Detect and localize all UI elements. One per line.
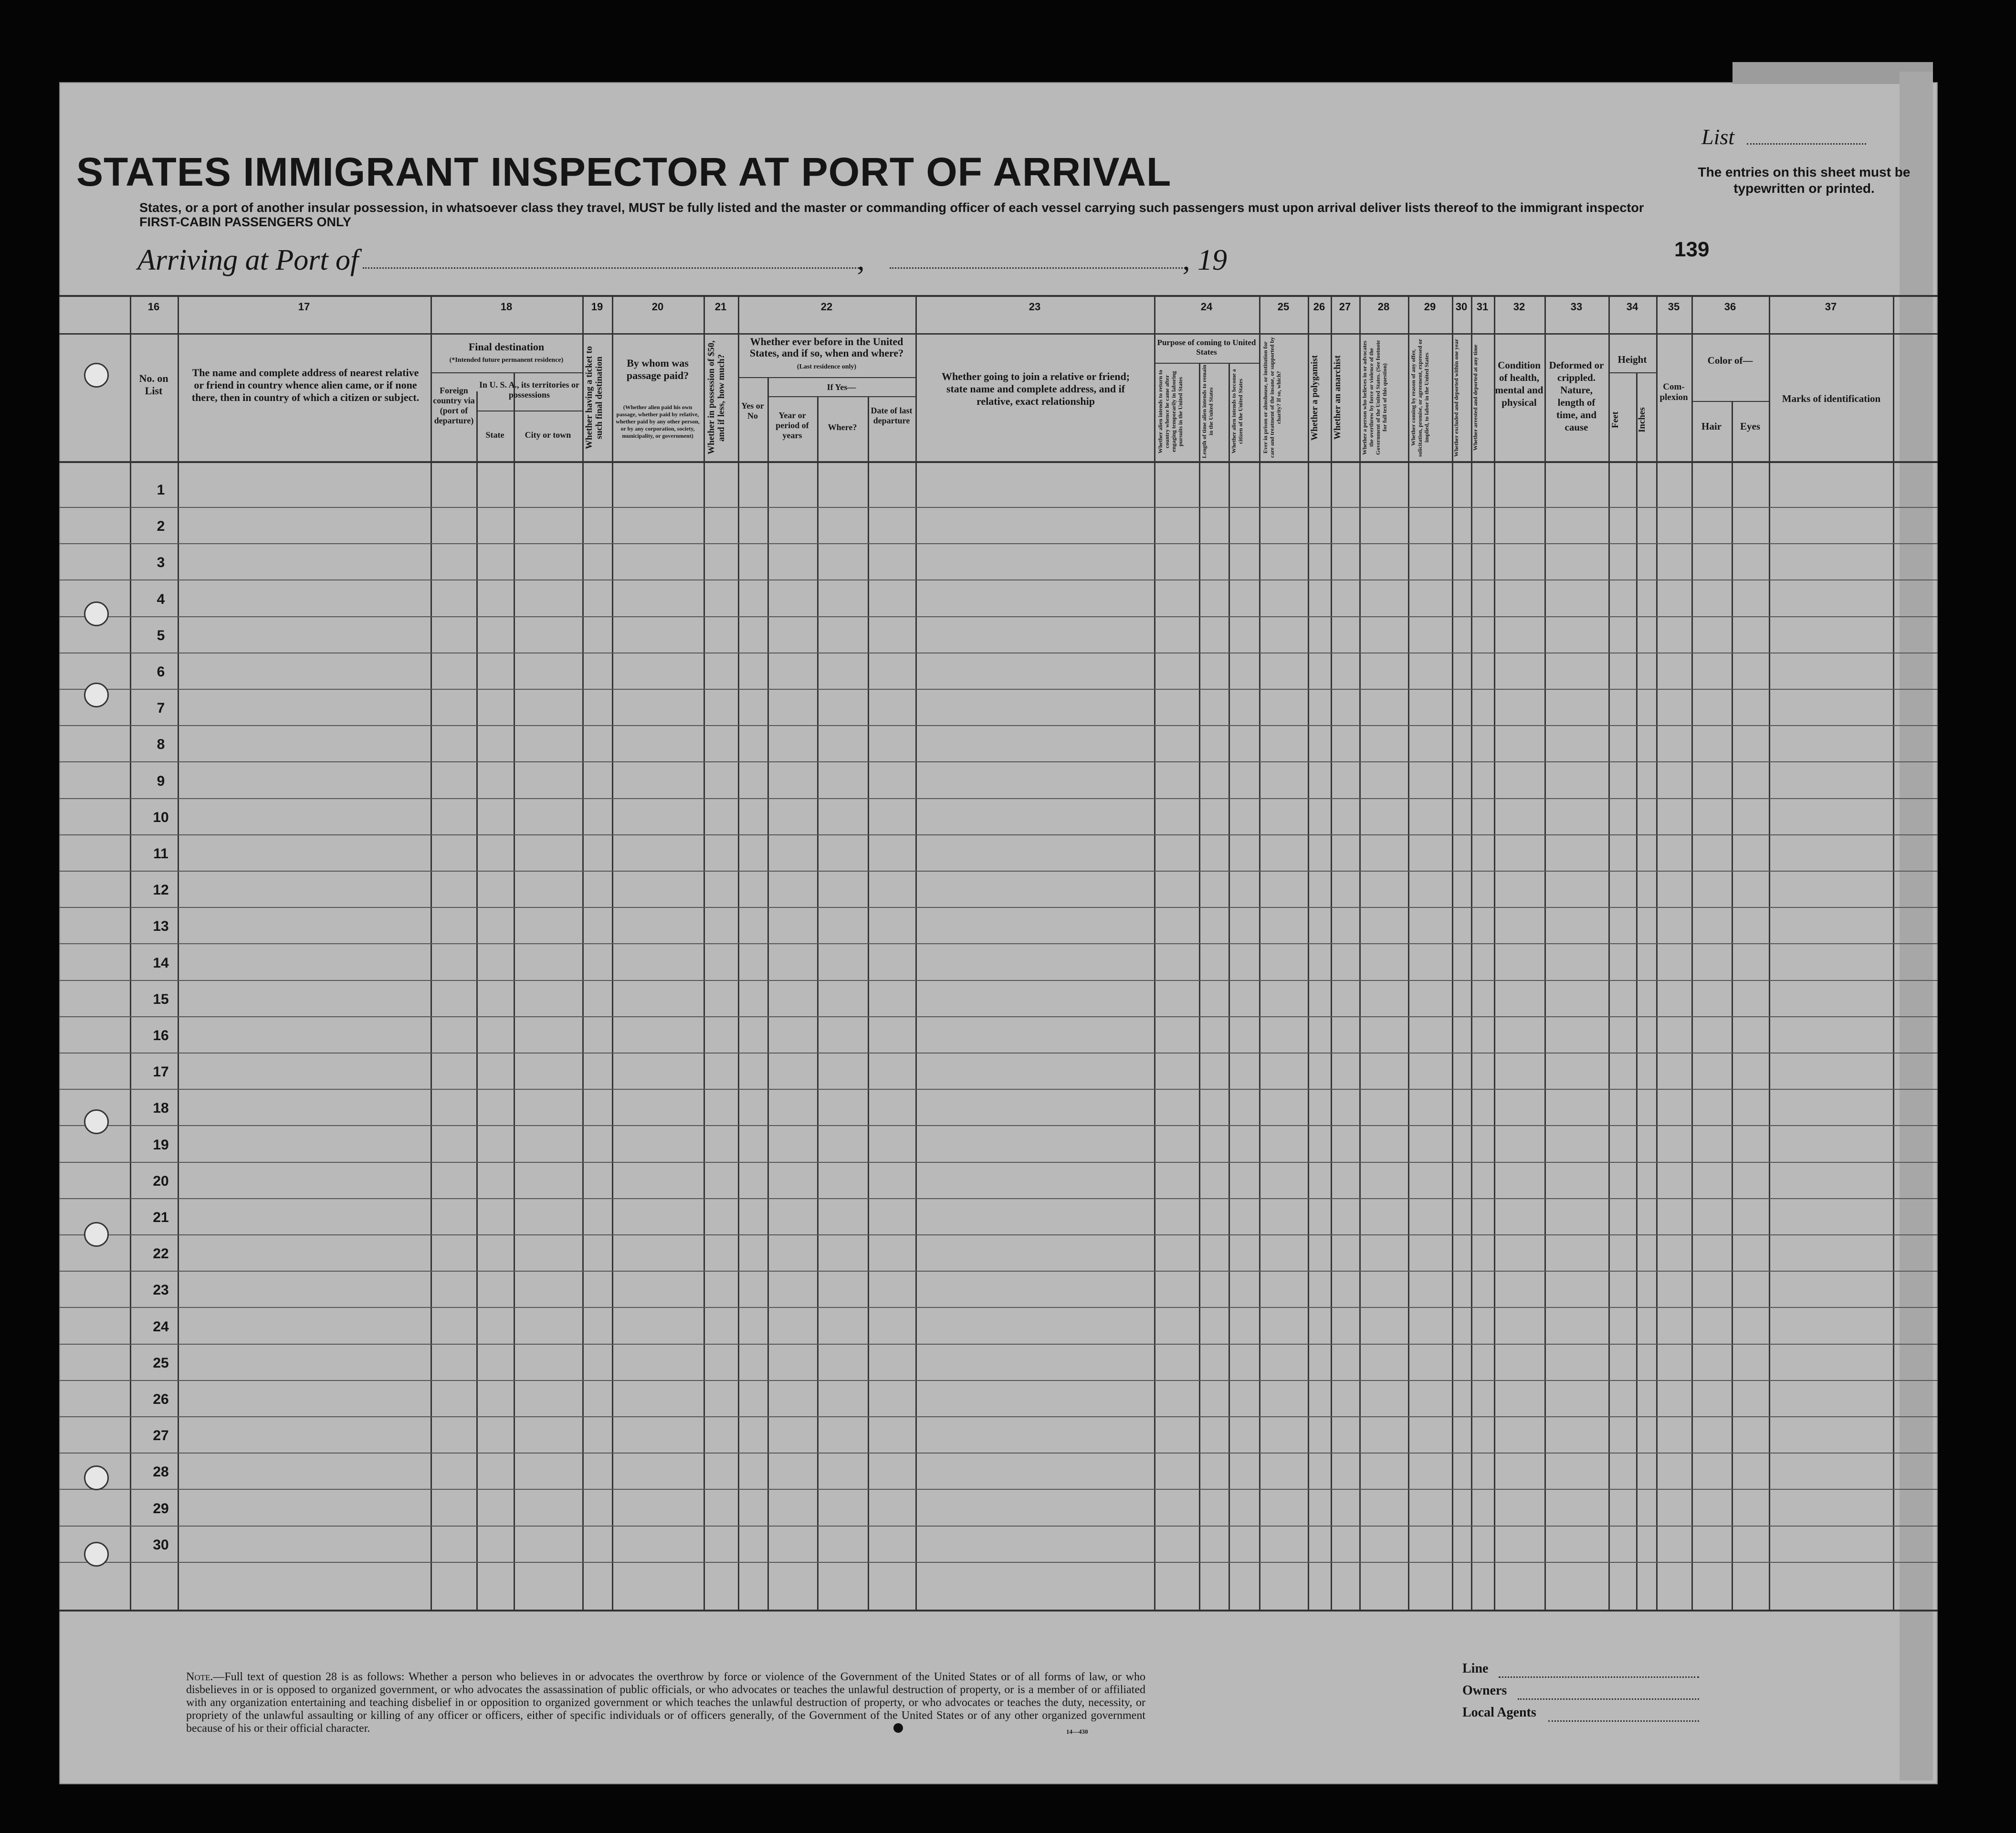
page-title: STATES IMMIGRANT INSPECTOR AT PORT OF ARRIVAL [76, 149, 1172, 194]
col-num-16: 16 [147, 301, 160, 313]
sub-line [1154, 363, 1259, 364]
col-line [738, 295, 739, 1611]
row-number: 24 [153, 1319, 169, 1335]
col-num-29: 29 [1424, 301, 1436, 313]
row-rule [59, 1562, 1938, 1563]
header-state: State [485, 430, 504, 440]
header-eyes: Eyes [1740, 421, 1760, 432]
punch-hole [84, 1109, 109, 1134]
row-number: 11 [153, 846, 168, 862]
col-num-21: 21 [714, 301, 727, 313]
col-line [1228, 363, 1230, 1611]
col-line [476, 391, 478, 1611]
row-number: 4 [157, 591, 165, 607]
header-purpose: Purpose of coming to United States [1157, 338, 1256, 357]
row-number: 7 [157, 700, 165, 716]
col-line [1893, 295, 1894, 1611]
date-field[interactable] [890, 267, 1186, 269]
header-purpose-return: Whether alien intends to return to country whence he came after engaging temporarily in laboring pursuits in the United States [1157, 369, 1184, 453]
sub-line [1608, 372, 1656, 373]
col-line [915, 295, 917, 1611]
sub-line [738, 377, 915, 378]
typewritten-note: The entries on this sheet must be typewritten or printed. [1698, 165, 1911, 196]
col-line [612, 295, 613, 1611]
year-label: , 19 [1183, 244, 1227, 276]
footer-agents-field[interactable] [1548, 1720, 1699, 1722]
row-number: 10 [153, 810, 169, 825]
row-rule [59, 1453, 1938, 1454]
col-line [1471, 295, 1472, 1611]
row-number: 29 [153, 1501, 169, 1517]
row-rule [59, 871, 1938, 872]
col-num-27: 27 [1339, 301, 1351, 313]
header-polygamist: Whether a polygamist [1310, 355, 1320, 441]
footer-owners-label: Owners [1462, 1683, 1507, 1698]
footnote-label: Note. [186, 1671, 213, 1683]
punch-hole [84, 1542, 109, 1567]
col-line [1656, 295, 1658, 1611]
row-rule [59, 1380, 1938, 1381]
header-final-destination: Final destination [468, 341, 545, 353]
header-in-usa: In U. S. A., its territories or possessions [479, 380, 579, 400]
row-number: 1 [157, 482, 165, 498]
header-condition-health: Condition of health, mental and physical [1495, 359, 1544, 408]
punch-hole [84, 1465, 109, 1490]
punch-hole [84, 1222, 109, 1247]
row-number: 15 [153, 991, 169, 1007]
row-number: 23 [153, 1282, 169, 1298]
row-rule [59, 1489, 1938, 1490]
list-label: List [1701, 125, 1735, 149]
header-no-on-list: No. on List [139, 372, 168, 397]
col-line [704, 295, 705, 1611]
header-last-departure: Date of last departure [871, 406, 913, 425]
footer-line-label: Line [1462, 1661, 1489, 1676]
row-rule [59, 1234, 1938, 1235]
col-line [1691, 295, 1693, 1611]
row-number: 2 [157, 518, 165, 534]
row-rule [59, 943, 1938, 944]
header-before-in-us-note: (Last residence only) [797, 363, 857, 370]
row-number: 13 [153, 918, 169, 934]
punch-hole [84, 601, 109, 626]
col-line [1732, 401, 1733, 1611]
header-inches: Inches [1637, 407, 1647, 433]
col-num-31: 31 [1476, 301, 1489, 313]
header-purpose-citizen: Whether alien intends to become a citizen of the United States [1230, 369, 1244, 454]
col-num-20: 20 [651, 301, 664, 313]
col-line [1494, 295, 1495, 1611]
row-rule [59, 689, 1938, 690]
col-line [582, 295, 584, 1611]
footer-line-field[interactable] [1499, 1676, 1699, 1678]
header-final-destination-note: (*Intended future permanent residence) [449, 357, 564, 364]
row-rule [59, 1307, 1938, 1308]
sheet-edge-right [1900, 72, 1933, 1780]
header-passage-paid-note: (Whether alien paid his own passage, whether paid by relative, whether paid by any other person, or by any corporation, society, municipality, or government) [616, 404, 700, 439]
subtitle-line-1: States, or a port of another insular possession, in whatsoever class they travel, MUST be fully listed and the master or commanding officer of each vessel carrying such passengers must upon arrival deliver lists thereof to the immigrant inspector [139, 200, 1644, 215]
col-line [1199, 363, 1200, 1611]
row-rule [59, 907, 1938, 908]
header-prison: Ever in prison or almshouse, or institution for care and treatment of the insane, or supported by charity? If so, which? [1262, 337, 1282, 458]
col-num-33: 33 [1570, 301, 1583, 313]
col-line [1308, 295, 1309, 1611]
header-excluded: Whether excluded and deported within one year [1453, 338, 1460, 457]
port-comma: , [857, 244, 865, 276]
col-num-37: 37 [1825, 301, 1837, 313]
header-color-of: Color of— [1707, 355, 1753, 366]
col-num-28: 28 [1377, 301, 1390, 313]
row-number: 3 [157, 555, 165, 570]
header-period-years: Year or period of years [776, 411, 809, 440]
row-number: 27 [153, 1428, 169, 1443]
row-number: 26 [153, 1391, 169, 1407]
col-line [817, 396, 819, 1611]
row-rule [59, 1344, 1938, 1345]
row-number: 5 [157, 628, 165, 643]
sub-line [767, 396, 915, 397]
col-num-18: 18 [500, 301, 513, 313]
col-line [767, 377, 769, 1611]
header-deformed: Deformed or crippled. Nature, length of time, and cause [1549, 359, 1604, 433]
subtitle-line-2: FIRST-CABIN PASSENGERS ONLY [139, 215, 352, 229]
list-field[interactable] [1747, 143, 1866, 145]
row-rule [59, 1198, 1938, 1199]
col-line [868, 396, 869, 1611]
row-number: 22 [153, 1246, 169, 1262]
sub-line [430, 372, 582, 373]
col-line [130, 295, 131, 1611]
col-num-26: 26 [1313, 301, 1325, 313]
port-field[interactable] [363, 267, 859, 269]
col-num-17: 17 [298, 301, 310, 313]
header-purpose-length: Length of time alien intends to remain in the United States [1201, 365, 1214, 458]
col-line [430, 295, 432, 1611]
row-number: 9 [157, 773, 165, 789]
row-rule [59, 1416, 1938, 1417]
row-rule [59, 1016, 1938, 1017]
header-hair: Hair [1701, 421, 1722, 432]
header-join-relative: Whether going to join a relative or friend; state name and complete address, and if relative, exact relationship [941, 370, 1130, 407]
header-feet: Feet [1610, 411, 1620, 429]
row-number: 14 [153, 955, 169, 971]
col-num-24: 24 [1200, 301, 1213, 313]
header-fifty-dollars: Whether in possession of $50, and if less, how much? [706, 340, 726, 455]
col-line [514, 372, 515, 1611]
col-num-32: 32 [1513, 301, 1525, 313]
header-city: City or town [525, 430, 571, 440]
row-rule [59, 1125, 1938, 1126]
punch-hole [84, 363, 109, 388]
col-num-23: 23 [1029, 301, 1041, 313]
header-labor-offer: Whether coming by reason of any offer, solicitation, promise, or agreement, expressed or implied, to labor in the United States [1410, 338, 1430, 457]
row-number: 16 [153, 1028, 169, 1043]
row-rule [59, 579, 1938, 580]
col-line [1359, 295, 1361, 1611]
footer-owners-field[interactable] [1518, 1698, 1699, 1700]
col-line [1769, 295, 1770, 1611]
col-num-22: 22 [820, 301, 833, 313]
row-number: 6 [157, 664, 165, 680]
punch-hole [84, 683, 109, 707]
row-rule [59, 980, 1938, 981]
row-rule [59, 616, 1938, 617]
row-number: 19 [153, 1137, 169, 1153]
col-num-35: 35 [1668, 301, 1680, 313]
row-rule [59, 725, 1938, 726]
header-complexion: Com-plexion [1659, 382, 1688, 402]
header-before-in-us: Whether ever before in the United States, and if so, when and where? [749, 336, 904, 359]
row-rule [59, 543, 1938, 544]
header-if-yes: If Yes— [827, 382, 856, 392]
sub-line [1691, 401, 1769, 402]
header-height: Height [1617, 354, 1647, 365]
footnote [186, 1671, 1145, 1735]
header-anarchist: Whether an anarchist [1333, 355, 1343, 440]
header-where: Where? [828, 422, 857, 432]
row-number: 25 [153, 1355, 169, 1371]
col-line [1331, 295, 1332, 1611]
row-number: 21 [153, 1210, 169, 1225]
row-number: 18 [153, 1100, 169, 1116]
col-line [1259, 295, 1260, 1611]
col-num-19: 19 [591, 301, 603, 313]
row-number: 8 [157, 737, 165, 752]
col-line [1608, 295, 1610, 1611]
page-number: 139 [1674, 238, 1710, 261]
col-line [1452, 295, 1453, 1611]
row-rule [59, 798, 1938, 799]
col-line [1544, 295, 1546, 1611]
header-arrested: Whether arrested and deported at any time [1472, 344, 1479, 451]
ink-dot [893, 1723, 903, 1733]
header-nearest-relative: The name and complete address of nearest relative or friend in country whence alien came, or if none there, then in country of which a citizen or subject. [191, 367, 420, 403]
row-rule [59, 1526, 1938, 1527]
col-line [1154, 295, 1155, 1611]
header-ticket: Whether having a ticket to such final destination [584, 346, 604, 450]
row-number: 17 [153, 1064, 169, 1080]
row-number: 12 [153, 882, 169, 898]
row-number: 20 [153, 1173, 169, 1189]
row-rule [59, 1162, 1938, 1163]
col-num-30: 30 [1455, 301, 1468, 313]
row-rule [59, 507, 1938, 508]
header-passage-paid: By whom was passage paid? [626, 357, 689, 381]
row-rule [59, 1271, 1938, 1272]
arriving-label: Arriving at Port of [137, 244, 359, 276]
col-line [1636, 372, 1638, 1611]
row-rule [59, 1089, 1938, 1090]
footnote-text: —Full text of question 28 is as follows: Whether a person who believes in or advocates the overthrow by force or violence of the Government of the United States or of all forms of law, or who disbelieves in or is opposed to organized government, or who advocates the assassination of public officials, or who advocates or teaches the unlawful destruction of property, or is a member of or affiliated with any organization entertaining and teaching disbelief in or opposition to organized government or which teaches the unlawful destruction of property, or who advocates or teaches the duty, necessity, or propriety of the unlawful assaulting or killing of any officer or officers, either of specific individuals or of officers generally, of the Government of the United States or of any other organized government because of his or their official character. [186, 1671, 1145, 1735]
form-number: 14—430 [1066, 1728, 1088, 1735]
row-rule [59, 834, 1938, 835]
footer-agents-label: Local Agents [1462, 1705, 1536, 1720]
header-yes-no: Yes or No [741, 401, 764, 421]
row-rule [59, 761, 1938, 762]
col-num-36: 36 [1724, 301, 1736, 313]
row-number: 30 [153, 1537, 169, 1553]
col-num-25: 25 [1277, 301, 1290, 313]
col-line [1408, 295, 1409, 1611]
header-marks-identification: Marks of identification [1782, 393, 1881, 404]
header-foreign-country: Foreign country via (port of departure) [433, 386, 475, 425]
col-num-34: 34 [1626, 301, 1638, 313]
row-number: 28 [153, 1464, 169, 1480]
header-overthrow: Whether a person who believes in or advocates the overthrow by force or violence of the Government of the United States. (See footnote for full text of this question) [1361, 340, 1388, 455]
